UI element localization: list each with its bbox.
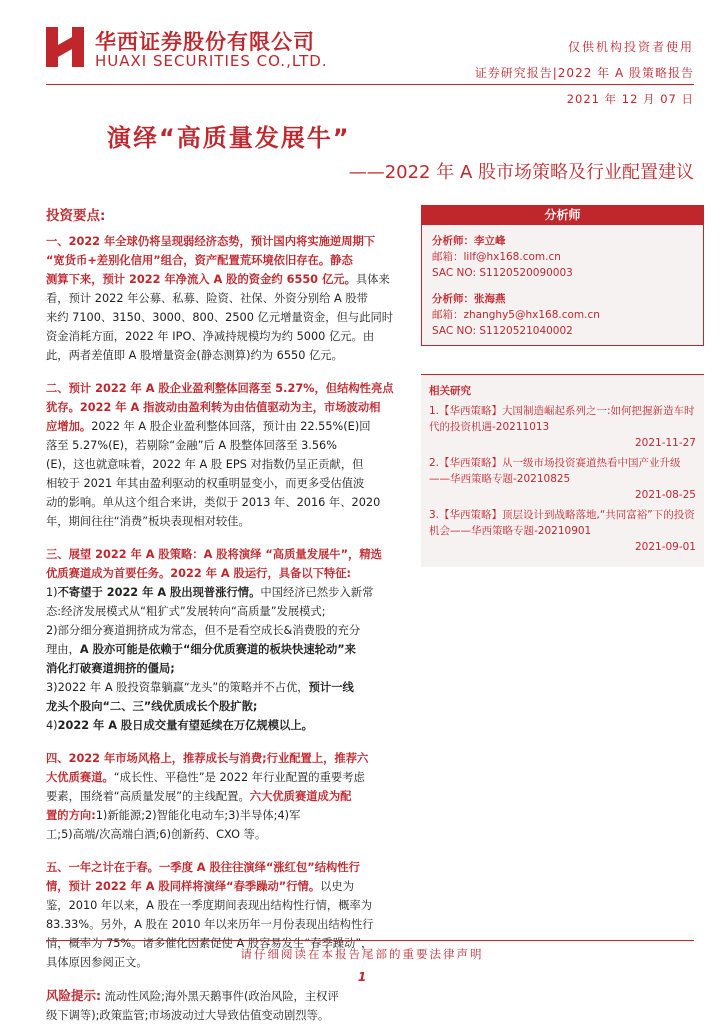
point-3-bold: A 股亦可能是依赖于“细分优质赛道的板块快速轮动”来 [79,643,356,656]
analyst-card [432,233,693,281]
related-link[interactable]: 3.【华西策略】顶层设计到战略落地,“共同富裕”下的投资机会——华西策略专题-20210901 [429,509,695,537]
point-3-text: 4) [46,719,58,732]
related-date: 2021-09-01 [634,541,696,553]
point-1-text: 具体来 [355,273,390,286]
point-3-text: 1) [46,586,58,599]
report-date: 2021 年 12 月 07 日 [566,92,694,106]
point-2-text: 年，期间往往“消费”板块表现相对较佳。 [46,515,250,528]
report-title: 演绎“高质量发展牛” [107,124,351,152]
investment-highlights [46,207,408,1025]
point-1-text: 资金消耗方面，2022 年 IPO、净减持规模均为约 5000 亿元。由 [46,330,375,343]
point-2-text: 动的影响。单从这个组合来讲，类似于 2013 年、2016 年、2020 [46,496,381,509]
point-3-bold: 消化打破赛道拥挤的僵局; [46,662,175,675]
point-5-text: 以史为 [320,880,355,893]
point-2-text: 相较于 2021 年其由盈利驱动的权重明显变小，而更多受估值波 [46,477,365,490]
risk-label: 风险提示: [46,988,101,1003]
risk-text: 流动性风险;海外黑天鹅事件(政治风险，主权评 [104,990,339,1003]
point-3-text: 理由， [46,643,80,656]
point-3-text: 2)部分细分赛道拥挤成为常态，但不是看空成长&消费股的充分 [46,624,361,637]
sidebar [421,205,704,567]
point-4-line: 六大优质赛道成为配 [249,790,352,803]
point-4-text: 1)新能源;2)智能化电动车;3)半导体;4)军 [95,809,301,822]
related-link[interactable]: 1.【华西策略】大国制造崛起系列之一:如何把握新造车时代的投资机遇-20211013 [429,405,695,433]
analyst-sac: SAC NO: S1120521040002 [432,325,573,337]
analyst-email[interactable]: 邮箱：lilf@hx168.com.cn [432,251,561,263]
point-3-bold: 不寄望于 2022 年 A 股出现普涨行情。 [57,586,261,599]
report-type: 证券研究报告|2022 年 A 股策略报告 [474,66,694,80]
report-subtitle: ——2022 年 A 股市场策略及行业配置建议 [348,162,694,183]
point-4-text: 工;5)高端/次高端白酒;6)创新药、CXO 等。 [46,828,267,841]
company-name-cn: 华西证券股份有限公司 [95,30,315,54]
point-5-text: 情，概率为 75%。诸多催化因素促使 A 股容易发生“春季躁动”， [46,937,373,950]
point-3 [46,545,408,735]
analyst-email[interactable]: 邮箱：zhanghy5@hx168.com.cn [432,309,600,321]
point-5-text: 鉴，2010 年以来，A 股在一季度期间表现出结构性行情，概率为 [46,899,373,912]
point-5-line: 五、一年之计在于春。一季度 A 股往往演绎“涨红包”结构性行 [46,861,360,874]
point-4 [46,749,408,844]
point-1-text: 看，预计 2022 年公募、私募、险资、社保、外资分别给 A 股带 [46,292,368,305]
point-3-line: 优质赛道成为首要任务。2022 年 A 股运行，具备以下特征: [46,567,352,580]
related-date: 2021-08-25 [634,489,696,501]
huaxi-logo-icon [46,27,84,67]
related-link[interactable]: 2.【华西策略】从一级市场投资赛道热看中国产业升级——华西策略专题-20210825 [429,457,681,485]
page-number: 1 [357,970,367,984]
point-5-line: 情，预计 2022 年 A 股同样将演绎“春季躁动”行情。 [46,880,321,893]
analyst-card [432,291,693,339]
point-3-bold: 2022 年 A 股日成交量有望延续在万亿规模以上。 [57,719,313,732]
point-4-line: 置的方向: [46,809,96,822]
related-research [421,374,704,567]
analyst-name: 分析师：李立峰 [432,235,506,247]
point-3-bold: 龙头个股向“二、三”线优质成长个股扩散; [46,700,258,713]
analyst-box [421,225,704,346]
point-2 [46,379,408,531]
related-date: 2021-11-27 [634,437,696,449]
point-2-line: 应增加。 [46,420,92,433]
point-2-text: 2022 年 A 股企业盈利整体回落，预计由 22.55%(E)回 [91,420,371,433]
related-title: 相关研究 [429,385,471,397]
point-3-text: 态:经济发展模式从“粗犷式”发展转向“高质量”发展模式; [46,605,326,618]
point-3-line: 三、展望 2022 年 A 股策略：A 股将演绎 “高质量发展牛”，精选 [46,548,382,561]
section-title: 投资要点: [46,208,106,224]
risk-warning [46,986,408,1025]
point-4-line: 四、2022 年市场风格上，推荐成长与消费;行业配置上，推荐六 [46,752,369,765]
point-2-text: (E)，这也就意味着，2022 年 A 股 EPS 对指数仍呈正贡献，但 [46,458,364,471]
point-1-line: 一、2022 年全球仍将呈现弱经济态势，预计国内将实施逆周期下 [46,235,376,248]
point-5-text: 具体原因参阅正文。 [46,956,148,969]
footer-divider [46,940,694,941]
point-5-text: 83.33%。另外，A 股在 2010 年以来历年一月份表现出结构性行 [46,918,374,931]
point-1-line: “宽货币+差别化信用”组合，资产配置荒环境依旧存在。静态 [46,254,353,267]
point-1-line: 测算下来，预计 2022 年净流入 A 股的资金约 6550 亿元。 [46,273,356,286]
point-4-text: 要素，围绕着“高质量发展”的主线配置。 [46,790,250,803]
company-name-en: HUAXI SECURITIES CO.,LTD. [95,52,328,70]
point-1-text: 此，两者差值即 A 股增量资金(静态测算)约为 6550 亿元。 [46,349,343,362]
point-3-text: 3)2022 年 A 股投资靠躺赢“龙头”的策略并不占优， [46,681,309,694]
point-1-text: 来约 7100、3150、3000、800、2500 亿元增量资金，但与此同时 [46,311,394,324]
point-2-text: 落至 5.27%(E)，若剔除“金融”后 A 股整体回落至 3.56% [46,439,337,452]
risk-text: 级下调等);政策监管;市场波动过大导致估值变动剧烈等。 [46,1009,330,1022]
legal-disclaimer: 请仔细阅读在本报告尾部的重要法律声明 [240,947,484,961]
point-4-line: 大优质赛道。 [46,771,114,784]
point-2-line: 犹存。2022 年 A 指波动由盈利转为由估值驱动为主，市场波动相 [46,401,381,414]
header-divider [46,84,694,85]
analyst-sac: SAC NO: S1120520090003 [432,267,573,279]
analyst-header: 分析师 [421,205,704,225]
audience-notice: 仅供机构投资者使用 [567,40,694,54]
point-1 [46,232,408,365]
point-2-line: 二、预计 2022 年 A 股企业盈利整体回落至 5.27%，但结构性亮点 [46,382,394,395]
point-4-text: “成长性、平稳性”是 2022 年行业配置的重要考虑 [113,771,365,784]
point-3-text: 中国经济已然步入新常 [260,586,374,599]
point-3-bold: 预计一线 [308,681,354,694]
analyst-name: 分析师：张海燕 [432,293,506,305]
